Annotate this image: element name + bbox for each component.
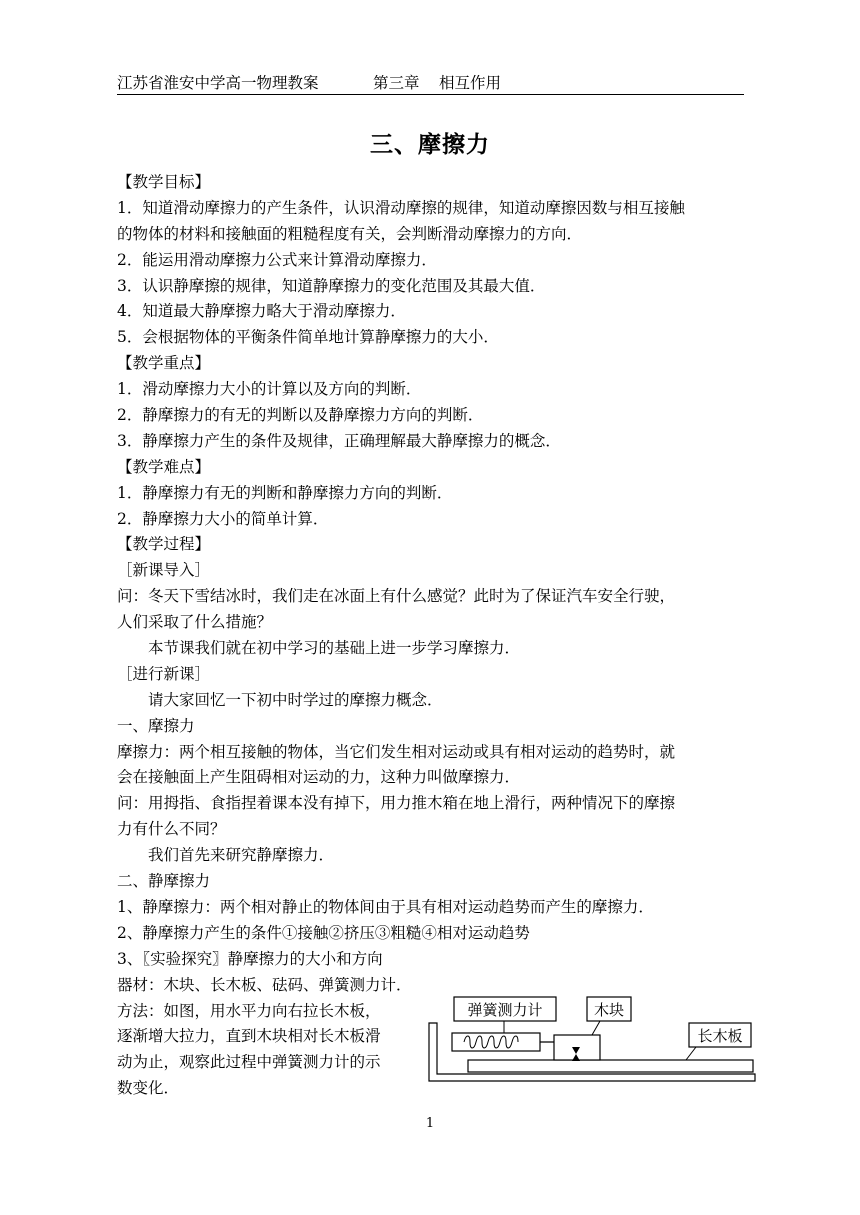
goal-line: 4．知道最大静摩擦力略大于滑动摩擦力． <box>117 302 406 321</box>
experiment-diagram <box>424 995 759 1087</box>
method-line: 动为止，观察此过程中弹簧测力计的示 <box>117 1053 381 1072</box>
board-label: 长木板 <box>697 1027 743 1045</box>
new-lesson-heading: ［进行新课］ <box>117 664 211 683</box>
key-point-line: 3．静摩擦力产生的条件及规律，正确理解最大静摩擦力的概念． <box>117 431 561 450</box>
intro-paragraph: 本节课我们就在初中学习的基础上进一步学习摩擦力． <box>148 639 521 658</box>
goal-line: 3．认识静摩擦的规律，知道静摩擦力的变化范围及其最大值． <box>117 276 546 295</box>
process-heading: 【教学过程】 <box>117 535 211 554</box>
method-line: 逐渐增大拉力，直到木块相对长木板滑 <box>117 1027 381 1046</box>
page-header <box>117 66 744 95</box>
difficulty-line: 1．静摩擦力有无的判断和静摩擦力方向的判断． <box>117 483 453 502</box>
key-point-line: 1．滑动摩擦力大小的计算以及方向的判断． <box>117 380 422 399</box>
friction-definition: 会在接触面上产生阻碍相对运动的力，这种力叫做摩擦力． <box>117 768 521 787</box>
block-label: 木块 <box>593 1001 625 1019</box>
header-chapter: 第三章 <box>373 74 420 92</box>
method-line: 数变化． <box>117 1079 180 1098</box>
friction-question: 问：用拇指、食指捏着课本没有掉下，用力推木箱在地上滑行，两种情况下的摩擦 <box>117 794 676 813</box>
page-number: 1 <box>425 1116 435 1131</box>
static-friction-item: 2、静摩擦力产生的条件①接触②挤压③粗糙④相对运动趋势 <box>117 923 530 942</box>
difficulty-heading: 【教学难点】 <box>117 457 211 476</box>
goal-line: 1．知道滑动摩擦力的产生条件，认识滑动摩擦的规律，知道动摩擦因数与相互接触 <box>117 198 685 217</box>
goal-line: 的物体的材料和接触面的粗糙程度有关，会判断滑动摩擦力的方向． <box>117 224 583 243</box>
goal-line: 2．能运用滑动摩擦力公式来计算滑动摩擦力． <box>117 250 437 269</box>
method-line: 方法：如图，用水平力向右拉长木板， <box>117 1001 381 1020</box>
friction-paragraph: 我们首先来研究静摩擦力． <box>148 846 335 865</box>
section-static-friction-heading: 二、静摩擦力 <box>117 872 211 891</box>
document-body <box>117 170 747 1102</box>
header-chapter-name: 相互作用 <box>439 74 502 92</box>
header-school-title: 江苏省淮安中学高一物理教案 <box>117 74 319 92</box>
section-friction-heading: 一、摩擦力 <box>117 716 195 735</box>
difficulty-line: 2．静摩擦力大小的简单计算． <box>117 509 329 528</box>
new-lesson-paragraph: 请大家回忆一下初中时学过的摩擦力概念． <box>148 690 443 709</box>
long-board <box>468 1060 753 1072</box>
spring-scale-label: 弹簧测力计 <box>467 1001 543 1019</box>
static-friction-item: 3、〖实验探究〗静摩擦力的大小和方向 <box>117 949 383 968</box>
friction-definition: 摩擦力：两个相互接触的物体，当它们发生相对运动或具有相对运动的趋势时，就 <box>117 742 676 761</box>
intro-heading: ［新课导入］ <box>117 561 211 580</box>
goal-line: 5．会根据物体的平衡条件简单地计算静摩擦力的大小． <box>117 328 499 347</box>
goals-heading: 【教学目标】 <box>117 173 211 191</box>
friction-question: 力有什么不同？ <box>117 820 226 839</box>
static-friction-item: 器材：木块、长木板、砝码、弹簧测力计． <box>117 975 412 994</box>
static-friction-item: 1、静摩擦力：两个相对静止的物体间由于具有相对运动趋势而产生的摩擦力． <box>117 897 654 916</box>
key-point-line: 2．静摩擦力的有无的判断以及静摩擦力方向的判断． <box>117 406 484 425</box>
intro-question: 问：冬天下雪结冰时，我们走在冰面上有什么感觉？此时为了保证汽车安全行驶， <box>117 587 676 606</box>
key-points-heading: 【教学重点】 <box>117 354 211 373</box>
intro-question: 人们采取了什么措施？ <box>117 613 273 632</box>
page-title: 三、摩擦力 <box>370 132 490 158</box>
